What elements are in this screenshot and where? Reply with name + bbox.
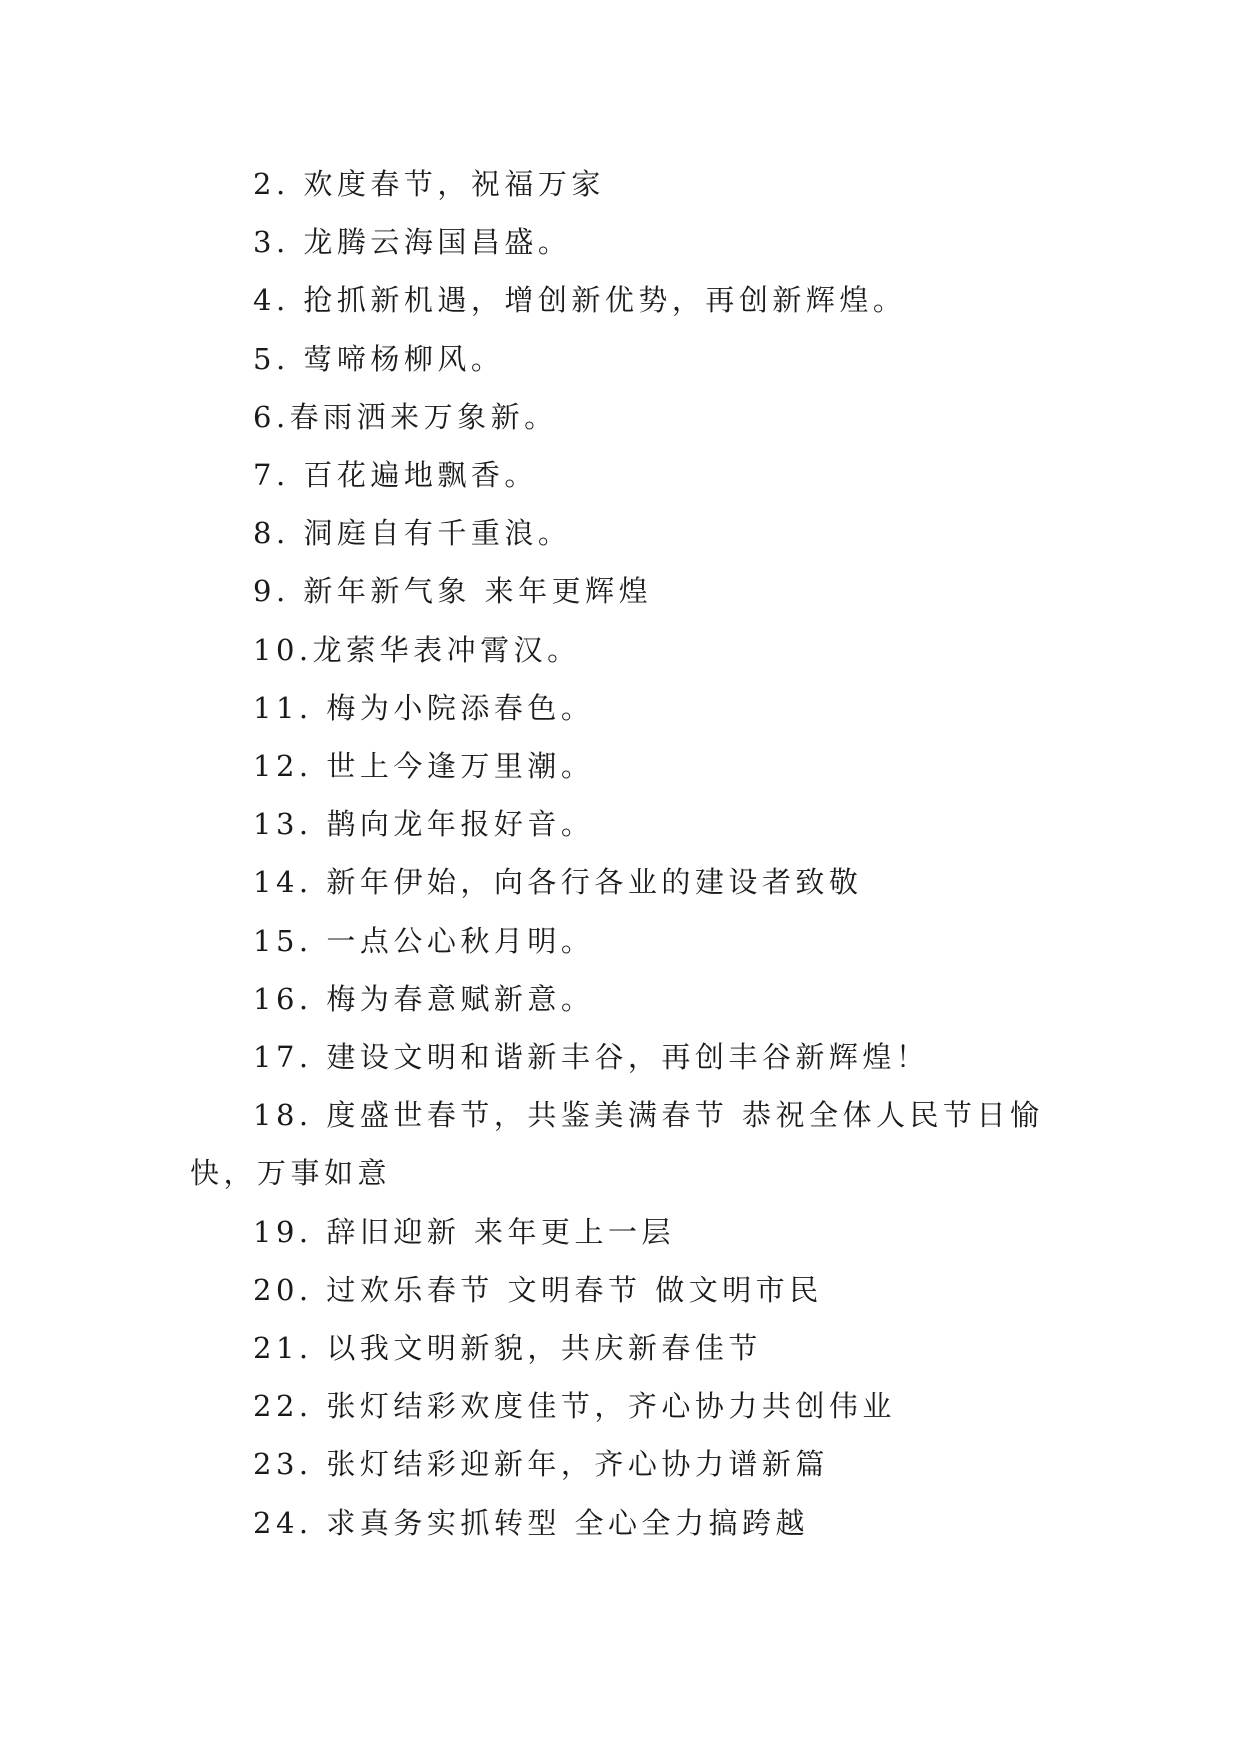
list-item: 2. 欢度春节，祝福万家 [253, 167, 605, 201]
list-item: 22. 张灯结彩欢度佳节，齐心协力共创伟业 [253, 1389, 896, 1424]
list-item: 13. 鹊向龙年报好音。 [253, 807, 595, 842]
list-item: 17. 建设文明和谐新丰谷，再创丰谷新辉煌！ [253, 1040, 930, 1075]
list-item: 24. 求真务实抓转型 全心全力搞跨越 [253, 1505, 810, 1540]
list-item: 19. 辞旧迎新 来年更上一层 [253, 1214, 676, 1249]
list-item: 11. 梅为小院添春色。 [253, 690, 595, 725]
list-item: 14. 新年伊始，向各行各业的建设者致敬 [253, 865, 863, 900]
list-item: 15. 一点公心秋月明。 [253, 923, 595, 958]
list-item: 12. 世上今逢万里潮。 [253, 749, 595, 784]
list-item: 8. 洞庭自有千重浪。 [253, 516, 572, 551]
list-item: 20. 过欢乐春节 文明春节 做文明市民 [253, 1272, 823, 1307]
list-item: 21. 以我文明新貌，共庆新春佳节 [253, 1331, 762, 1366]
list-item: 5. 莺啼杨柳风。 [253, 341, 505, 376]
list-item: 18. 度盛世春节，共鉴美满春节 恭祝全体人民节日愉快，万事如意 [190, 1098, 1044, 1191]
list-item: 9. 新年新气象 来年更辉煌 [253, 574, 653, 609]
list-item: 3. 龙腾云海国昌盛。 [253, 225, 572, 260]
list-item: 10.龙萦华表冲霄汉。 [253, 632, 581, 667]
list-item: 23. 张灯结彩迎新年，齐心协力谱新篇 [253, 1447, 829, 1482]
list-item: 6.春雨洒来万象新。 [253, 399, 558, 434]
slogan-list [190, 155, 1060, 1552]
list-item: 4. 抢抓新机遇，增创新优势，再创新辉煌。 [253, 283, 907, 318]
list-item: 7. 百花遍地飘香。 [253, 458, 538, 493]
list-item: 16. 梅为春意赋新意。 [253, 981, 595, 1016]
